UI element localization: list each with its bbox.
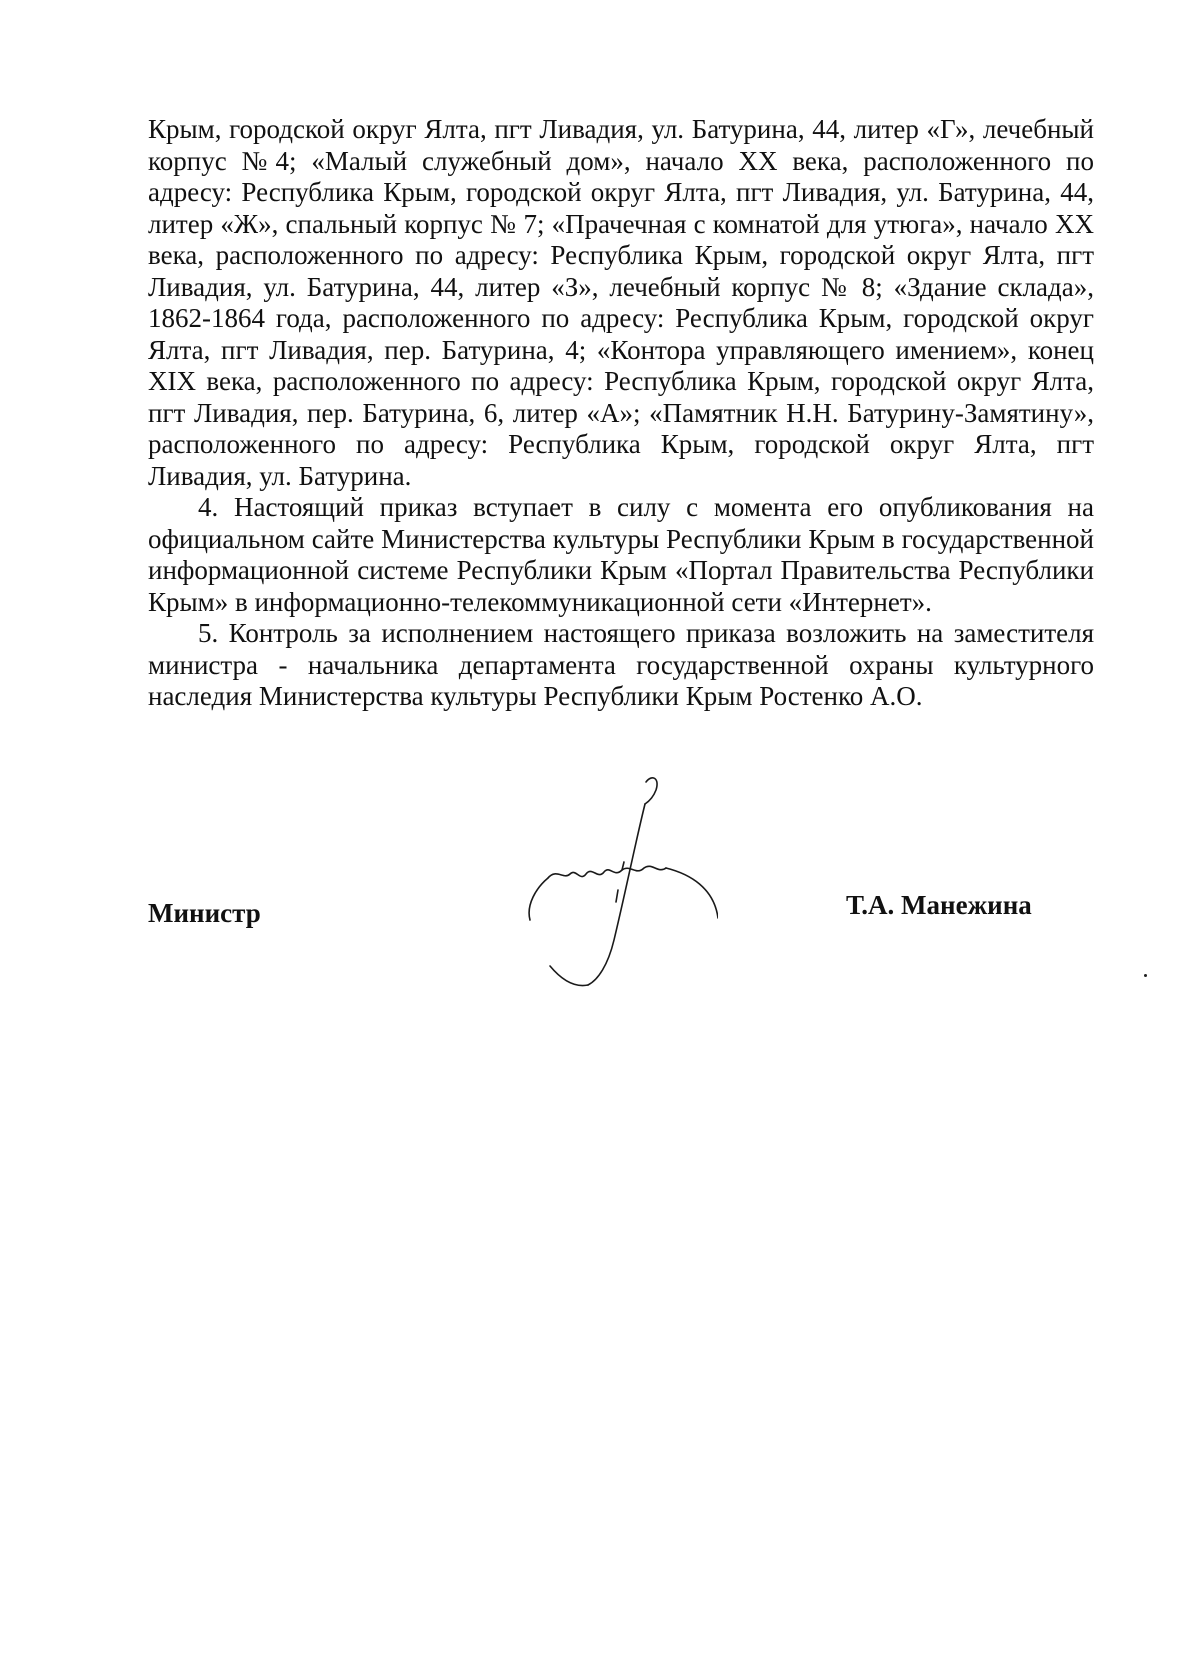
document-body	[148, 114, 1094, 713]
paragraph-item-4: 4. Настоящий приказ вступает в силу с момента его опубликования на официальном сайте Министерства культуры Республики Крым в государственной информационной системе Республики Крым «Портал Правительства Республики Крым» в информационно-телекоммуникационной сети «Интернет».	[148, 492, 1094, 617]
signer-position: Министр	[148, 898, 261, 928]
signer-name: Т.А. Манежина	[846, 890, 1032, 920]
scan-speck	[1144, 974, 1147, 977]
paragraph-item-5: 5. Контроль за исполнением настоящего приказа возложить на заместителя министра - начальника департамента государственной охраны культурного наследия Министерства культуры Республики Крым Ростенко А.О.	[148, 618, 1094, 711]
signature-block	[148, 770, 1094, 1010]
paragraph-continuation: Крым, городской округ Ялта, пгт Ливадия, ул. Батурина, 44, литер «Г», лечебный корпус №4; «Малый служебный дом», начало XX века, расположенного по адресу: Республика Крым, городской округ Ялта, пгт Ливадия, ул. Батурина, 44, литер «Ж», спальный корпус № 7; «Прачечная с комнатой для утюга», начало XX века, расположенного по адресу: Республика Крым, городской округ Ялта, пгт Ливадия, ул. Батурина, 44, литер «З», лечебный корпус № 8; «Здание склада», 1862-1864 года, расположенного по адресу: Республика Крым, городской округ Ялта, пгт Ливадия, пер. Батурина, 4; «Контора управляющего имением», конец XIX века, расположенного по адресу: Республика Крым, городской округ Ялта, пгт Ливадия, пер. Батурина, 6, литер «А»; «Памятник Н.Н. Батурину-Замятину», расположенного по адресу: Республика Крым, городской округ Ялта, пгт Ливадия, ул. Батурина.	[148, 114, 1094, 491]
handwritten-signature	[518, 770, 718, 1010]
